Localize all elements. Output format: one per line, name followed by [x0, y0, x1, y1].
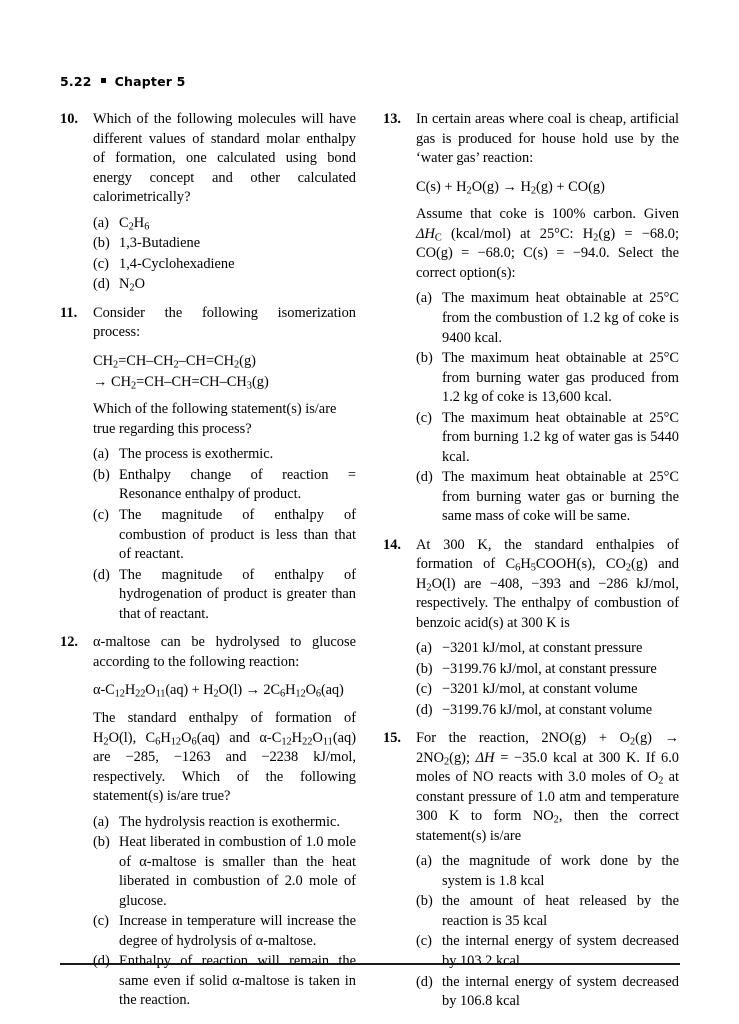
- option-label: (b): [416, 660, 433, 677]
- option-label: (d): [416, 701, 433, 718]
- question-13: [383, 110, 679, 527]
- option-label: (c): [93, 507, 109, 523]
- question-number: 15.: [383, 730, 401, 747]
- question-number: 10.: [60, 111, 78, 127]
- question-15: [383, 729, 679, 1011]
- option-label: (b): [93, 235, 110, 252]
- page-number: 5.22: [60, 74, 92, 89]
- option-c[interactable]: [93, 255, 356, 275]
- question-stem: Which of the following molecules will have different values of standard molar enthalpy of formation, one calculated using bond energy concept and other calculated calorimetrically?: [93, 111, 356, 206]
- option-d[interactable]: [93, 566, 356, 625]
- option-label: (a): [93, 446, 109, 463]
- option-text: The maximum heat obtainable at 25°C from burning water gas or burning the same mass of coke will be same.: [442, 469, 679, 525]
- option-list: [93, 813, 356, 1011]
- question-stem: α-maltose can be hydrolysed to glucose according to the following reaction:: [93, 634, 356, 670]
- chapter-label: Chapter 5: [114, 74, 186, 89]
- option-label: (d): [416, 973, 433, 990]
- option-text: 1,3-Butadiene: [119, 235, 201, 252]
- option-label: (c): [93, 913, 109, 930]
- question-number: 12.: [60, 634, 78, 651]
- option-text: 1,4-Cyclohexadiene: [119, 255, 235, 272]
- question-10: [60, 110, 356, 295]
- question-14: [383, 536, 679, 721]
- option-text: The maximum heat obtainable at 25°C from burning 1.2 kg of water gas is 5440 kcal.: [442, 409, 679, 465]
- option-text: −3199.76 kJ/mol, at constant pressure: [442, 660, 657, 677]
- option-label: (a): [93, 214, 109, 231]
- option-label: (c): [416, 681, 432, 698]
- option-label: (b): [93, 466, 110, 483]
- option-label: (a): [93, 813, 109, 830]
- option-label: (c): [416, 409, 432, 426]
- equation-line-1: $CH_2=CH-CH_2-CH=CH_2(g)$: [93, 352, 256, 371]
- option-text: Heat liberated in combustion of 1.0 mole of α-maltose is smaller than the heat liberated in combustion of 2.0 mole of glucose.: [119, 834, 356, 909]
- option-label: (a): [416, 853, 432, 870]
- question-stem: At 300 K, the standard enthalpies of formation of $C_6H_5COOH(s)$, $CO_2(g)$ and $H_2O(l)$ are −408, −393 and −286 kJ/mol, respectively. The enthalpy of combustion of benzoic acid(s) at 300 K is: [416, 536, 679, 631]
- option-a[interactable]: [416, 639, 679, 659]
- page-header: [60, 74, 186, 89]
- option-c[interactable]: [416, 409, 679, 468]
- option-text: The hydrolysis reaction is exothermic.: [119, 813, 340, 830]
- square-bullet-icon: [101, 78, 106, 83]
- question-number: 14.: [383, 536, 401, 553]
- option-text: the magnitude of work done by the system is 1.8 kcal: [442, 853, 679, 889]
- footer-rule: [60, 963, 680, 965]
- option-c[interactable]: [93, 912, 356, 951]
- question-stem: For the reaction, $2NO(g) + O_2(g) \to 2NO_2(g)$; ΔH = −35.0 kcal at 300 K. If 6.0 moles of NO reacts with 3.0 moles of $O_2$ at constant pressure of 1.0 atm and temperature 300 K to form $NO_2$, then the correct statement(s) is/are: [416, 730, 680, 844]
- option-a[interactable]: [93, 813, 356, 833]
- option-c[interactable]: [416, 932, 679, 971]
- question-followup: The standard enthalpy of formation of $H_2O(l)$, $C_6H_{12}O_6(aq)$ and $\alpha-C_{12}H_{22}O_{11}(aq)$ are −285, −1263 and −2238 kJ/mol, respectively. Which of the following statement(s) is/are true?: [93, 710, 356, 805]
- question-number: 13.: [383, 111, 401, 127]
- option-text: −3201 kJ/mol, at constant volume: [442, 681, 638, 698]
- option-label: (c): [93, 255, 109, 272]
- option-d[interactable]: [93, 275, 356, 295]
- question-11: [60, 304, 356, 624]
- option-label: (a): [416, 640, 432, 657]
- option-text: The maximum heat obtainable at 25°C from burning water gas produced from 1.2 kg of coke is 13,600 kcal.: [442, 350, 679, 406]
- option-b[interactable]: [416, 660, 679, 680]
- left-column: [60, 110, 356, 1009]
- option-d[interactable]: [416, 468, 679, 527]
- option-b[interactable]: [93, 234, 356, 254]
- question-stem: Consider the following isomerization process:: [93, 304, 356, 341]
- right-column: [383, 110, 680, 1010]
- option-text: $N_2O$: [119, 276, 145, 294]
- option-text: The process is exothermic.: [119, 446, 274, 463]
- option-b[interactable]: [93, 833, 356, 911]
- option-c[interactable]: [416, 680, 679, 700]
- option-c[interactable]: [93, 506, 356, 565]
- option-d[interactable]: [416, 701, 679, 721]
- option-label: (b): [93, 834, 110, 851]
- two-column-body: [60, 110, 680, 1010]
- option-list: [416, 639, 679, 720]
- option-text: the internal energy of system decreased by 103.2 kcal: [442, 933, 679, 969]
- option-label: (b): [416, 893, 433, 910]
- water-gas-equation: $C(s) + H_2O(g) \to H_2(g) + CO(g)$: [416, 178, 605, 197]
- option-text: the internal energy of system decreased by 106.8 kcal: [442, 973, 679, 1010]
- question-followup: Which of the following statement(s) is/are true regarding this process?: [93, 401, 337, 437]
- question-12: [60, 633, 356, 1011]
- option-list: [416, 852, 679, 1011]
- option-label: (c): [416, 933, 432, 950]
- option-text: Increase in temperature will increase the degree of hydrolysis of α-maltose.: [119, 913, 356, 949]
- option-list: [416, 289, 679, 526]
- option-label: (d): [416, 469, 433, 486]
- question-stem: In certain areas where coal is cheap, artificial gas is produced for house hold use by the ‘water gas’ reaction:: [416, 111, 679, 167]
- option-text: $C_2H_6$: [119, 214, 150, 233]
- option-text: Enthalpy change of reaction = Resonance enthalpy of product.: [119, 466, 356, 503]
- option-b[interactable]: [416, 892, 679, 931]
- option-label: (b): [416, 350, 433, 367]
- option-label: (a): [416, 290, 432, 307]
- equation-line-2: → $CH_2=CH-CH=CH-CH_3(g)$: [93, 373, 269, 392]
- option-a[interactable]: [93, 214, 356, 234]
- option-a[interactable]: [93, 445, 356, 465]
- option-d[interactable]: [416, 973, 679, 1012]
- option-a[interactable]: [416, 852, 679, 891]
- option-text: −3199.76 kJ/mol, at constant volume: [442, 701, 653, 718]
- option-text: −3201 kJ/mol, at constant pressure: [442, 640, 643, 657]
- option-a[interactable]: [416, 289, 679, 348]
- option-text: The maximum heat obtainable at 25°C from the combustion of 1.2 kg of coke is 9400 kcal.: [442, 290, 679, 346]
- option-label: (d): [93, 953, 110, 970]
- option-b[interactable]: [416, 349, 679, 408]
- question-number: 11.: [60, 304, 78, 321]
- option-text: Enthalpy of reaction will remain the same even if solid α-maltose is taken in the reaction.: [119, 953, 356, 1009]
- option-text: The magnitude of enthalpy of hydrogenation of product is greater than that of reactant.: [119, 566, 356, 622]
- option-b[interactable]: [93, 466, 356, 505]
- option-list: [93, 445, 356, 624]
- option-label: (d): [93, 566, 110, 583]
- isomerization-equation: [93, 351, 356, 393]
- option-d[interactable]: [93, 952, 356, 1011]
- option-text: The magnitude of enthalpy of combustion of product is less than that of reactant.: [119, 507, 356, 563]
- maltose-hydrolysis-equation: $\alpha-C_{12}H_{22}O_{11}(aq) + H_2O(l) \to 2C_6H_{12}O_6(aq)$: [93, 682, 344, 700]
- question-followup: Assume that coke is 100% carbon. Given $\Delta H_C$ (kcal/mol) at 25°C: $H_2(g) = -68.0$; CO(g) = −68.0; C(s) = −94.0. Select the correct option(s):: [416, 206, 679, 281]
- option-list: [93, 214, 356, 295]
- option-label: (d): [93, 276, 110, 293]
- option-text: the amount of heat released by the reaction is 35 kcal: [442, 893, 679, 929]
